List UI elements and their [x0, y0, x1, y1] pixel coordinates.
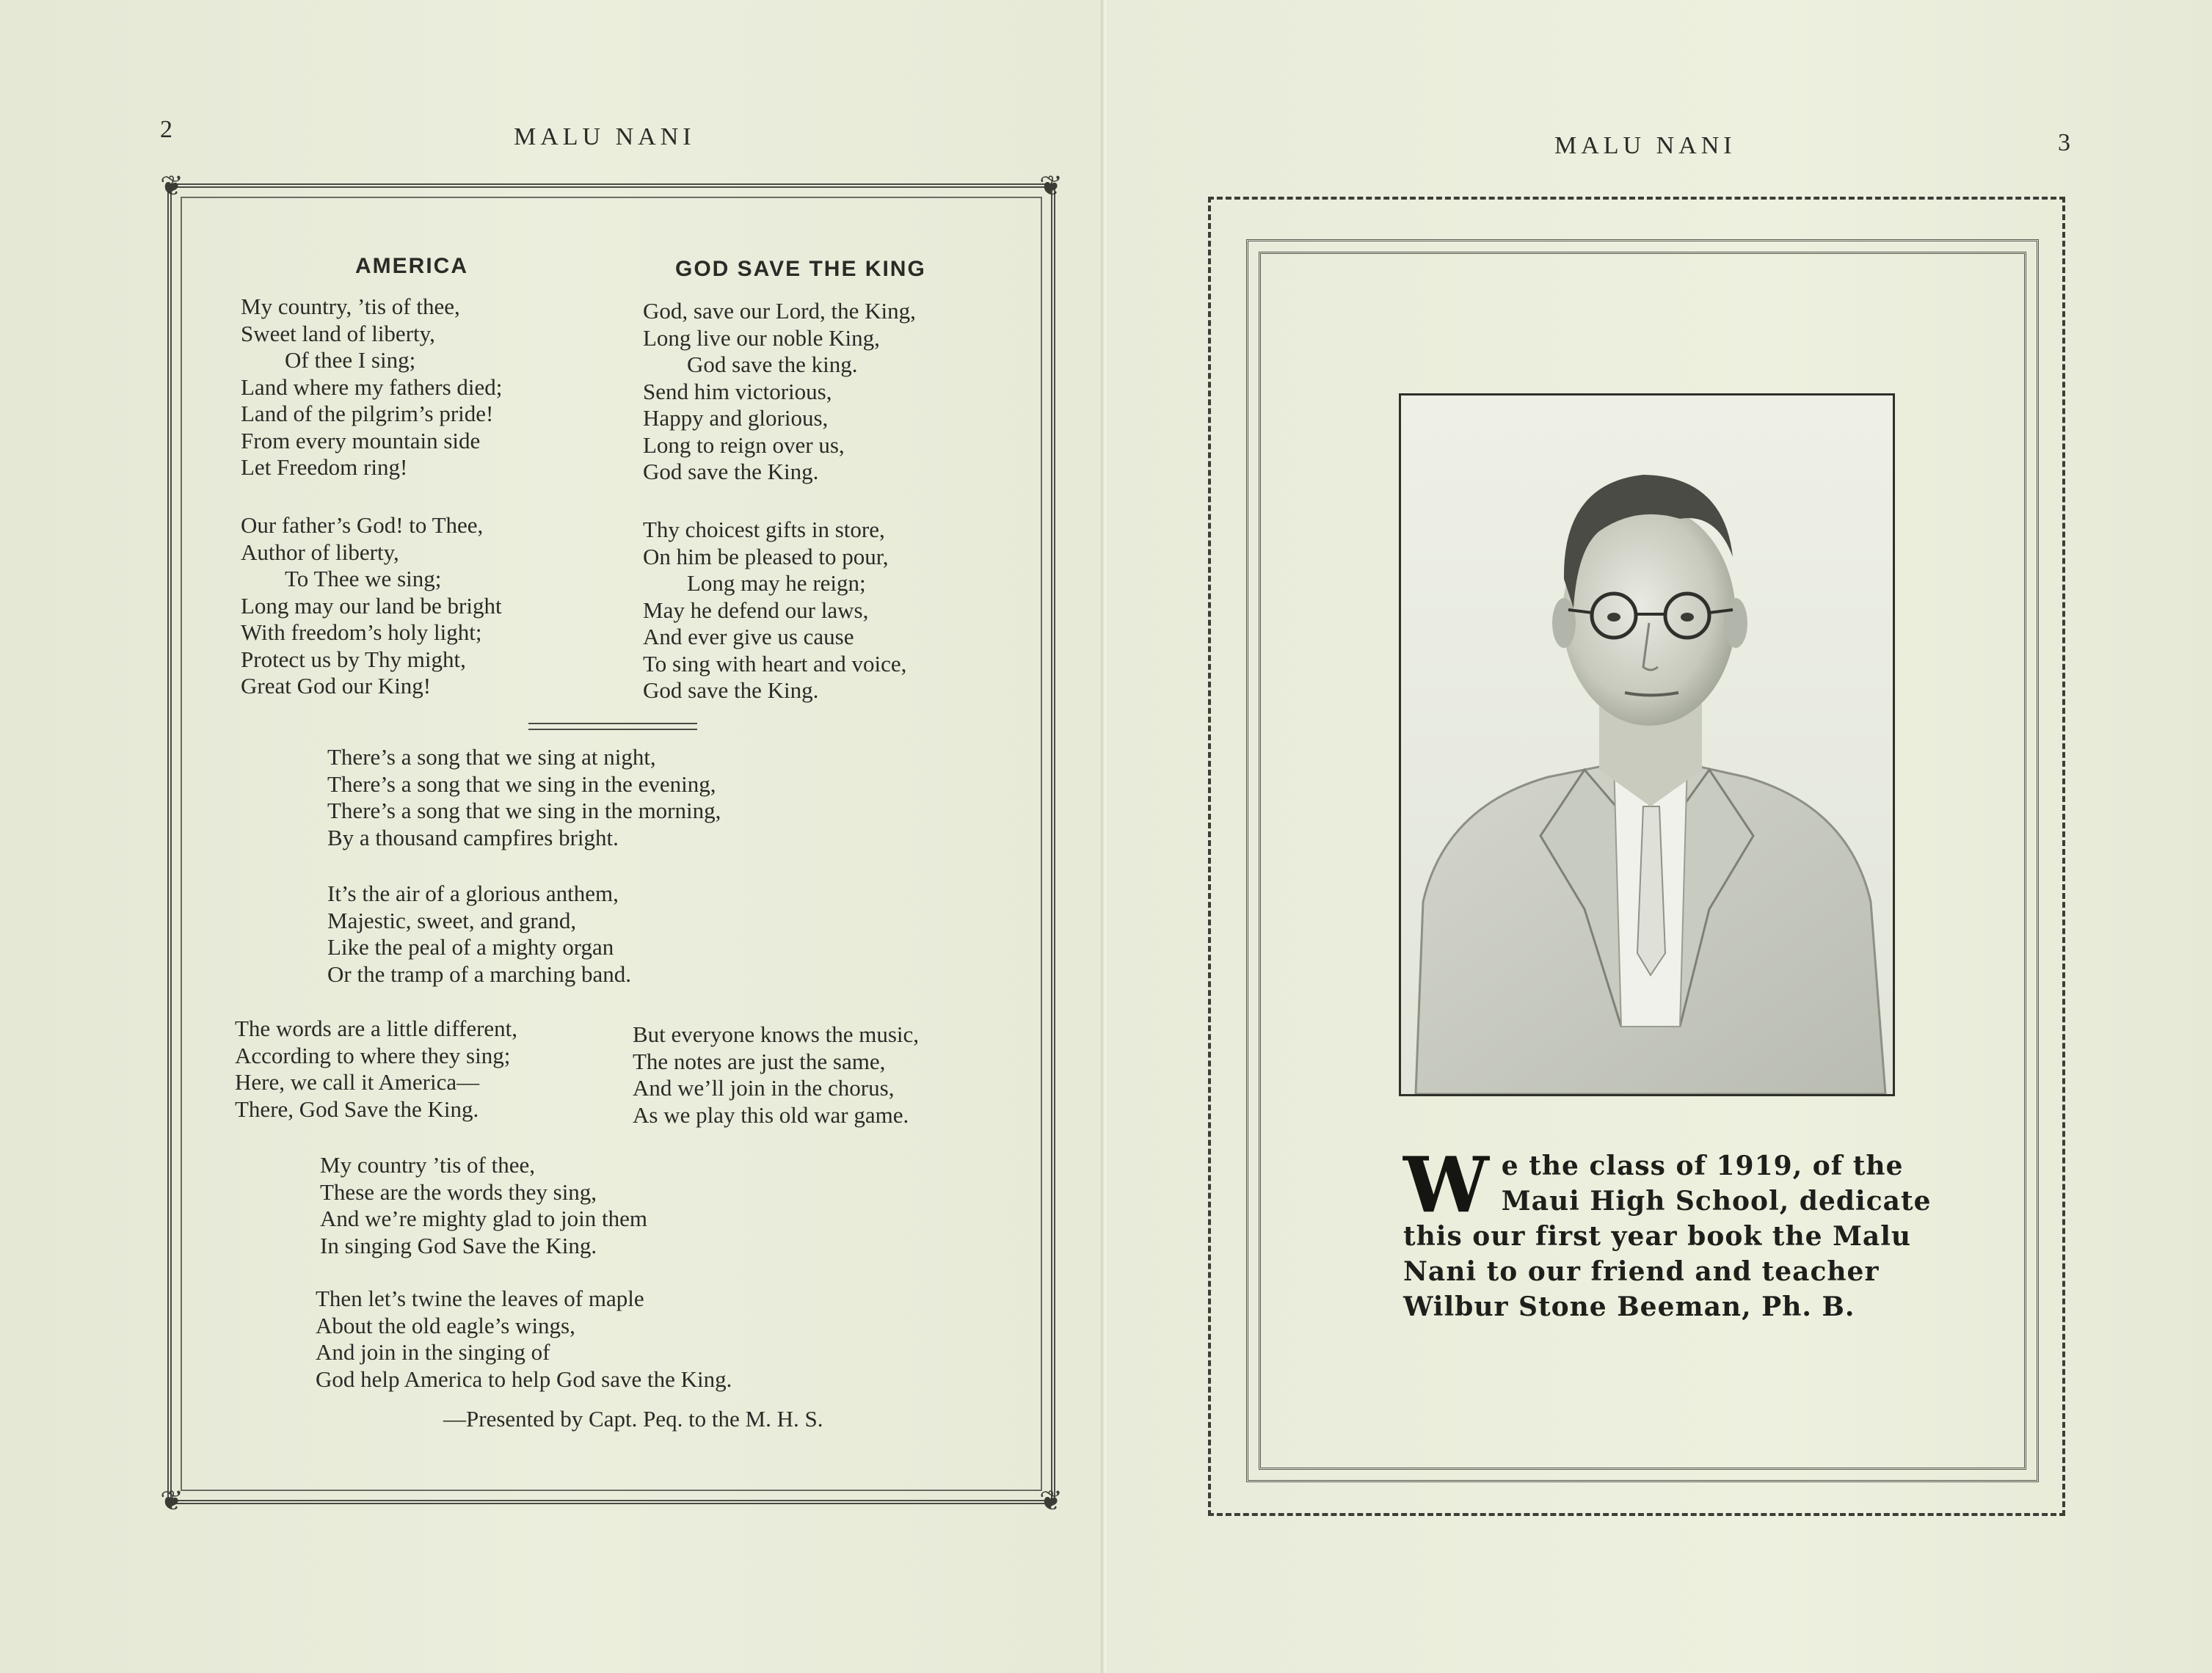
- verse-line: Land of the pilgrim’s pride!: [241, 401, 494, 426]
- song-stanza-2: [327, 881, 631, 988]
- verse-line: These are the words they sing,: [320, 1178, 597, 1205]
- poem-title-america: AMERICA: [355, 254, 468, 278]
- verse-line: It’s the air of a glorious anthem,: [327, 881, 619, 906]
- verse-line: The notes are just the same,: [633, 1048, 886, 1074]
- verse-line: Like the peal of a mighty organ: [327, 934, 614, 960]
- verse-line: From every mountain side: [241, 427, 481, 453]
- verse-line: As we play this old war game.: [633, 1101, 909, 1128]
- credit-line: —Presented by Capt. Peq. to the M. H. S.: [443, 1406, 823, 1432]
- verse-line: And ever give us cause: [643, 624, 854, 649]
- verse-line: Long may he reign;: [687, 570, 866, 596]
- song-stanza-5: [316, 1286, 732, 1393]
- verse-line: God save the King.: [643, 677, 819, 703]
- verse-line: Long live our noble King,: [643, 324, 880, 351]
- drop-cap: W: [1403, 1140, 1490, 1230]
- verse-line: Author of liberty,: [241, 539, 399, 565]
- verse-line: But everyone knows the music,: [633, 1021, 920, 1047]
- america-stanza-1: [241, 294, 502, 481]
- verse-line: Great God our King!: [241, 673, 432, 699]
- america-stanza-2: [241, 512, 502, 700]
- verse-line: My country ’tis of thee,: [320, 1152, 536, 1178]
- portrait-man-icon: [1401, 396, 1893, 1094]
- verse-line: To Thee we sing;: [285, 566, 442, 591]
- verse-line: Land where my fathers died;: [241, 373, 503, 400]
- verse-line: Thy choicest gifts in store,: [643, 517, 885, 542]
- verse-line: About the old eagle’s wings,: [316, 1312, 575, 1338]
- verse-line: And we’re mighty glad to join them: [320, 1206, 647, 1231]
- verse-line: Send him victorious,: [643, 378, 832, 404]
- verse-line: The words are a little different,: [235, 1016, 518, 1041]
- page-number: 3: [2058, 129, 2075, 156]
- song-stanza-3-right: [633, 1021, 919, 1129]
- poem-title-god-save-the-king: GOD SAVE THE KING: [675, 257, 926, 281]
- page-number: 2: [160, 116, 177, 143]
- verse-line: Here, we call it America—: [235, 1069, 480, 1095]
- running-head: MALU NANI: [1554, 132, 1736, 159]
- verse-line: Majestic, sweet, and grand,: [327, 907, 577, 933]
- verse-line: There’s a song that we sing in the morning,: [327, 798, 721, 823]
- corner-ornament-icon: ❦: [160, 1486, 183, 1517]
- dedication-body: e the class of 1919, of the Maui High School, dedicate this our first year book the Malu Nani to our friend and teacher Wilbur Stone Beeman, Ph. B.: [1403, 1151, 1932, 1322]
- verse-line: God save the king.: [687, 351, 858, 377]
- verse-line: Protect us by Thy might,: [241, 646, 466, 672]
- song-stanza-3-left: [235, 1016, 517, 1123]
- verse-line: My country, ’tis of thee,: [241, 294, 460, 319]
- dedication-text: [1403, 1140, 1946, 1324]
- corner-ornament-icon: ❦: [160, 171, 183, 202]
- running-head: MALU NANI: [514, 123, 696, 150]
- verse-line: Happy and glorious,: [643, 405, 829, 431]
- verse-line: Let Freedom ring!: [241, 454, 408, 480]
- verse-line: Then let’s twine the leaves of maple: [316, 1286, 644, 1311]
- song-stanza-4: [320, 1152, 647, 1259]
- verse-line: Long may our land be bright: [241, 592, 502, 619]
- god-save-the-king-stanza-1: [643, 298, 916, 486]
- verse-line: There, God Save the King.: [235, 1096, 479, 1122]
- verse-line: In singing God Save the King.: [320, 1232, 597, 1258]
- verse-line: And join in the singing of: [316, 1339, 550, 1365]
- god-save-the-king-stanza-2: [643, 517, 906, 704]
- verse-line: On him be pleased to pour,: [643, 543, 889, 569]
- verse-line: By a thousand campfires bright.: [327, 824, 619, 850]
- verse-line: To sing with heart and voice,: [643, 650, 907, 677]
- song-stanza-1: [327, 744, 721, 851]
- verse-line: There’s a song that we sing in the evening,: [327, 770, 716, 797]
- verse-line: And we’ll join in the chorus,: [633, 1075, 895, 1101]
- verse-line: Our father’s God! to Thee,: [241, 512, 484, 538]
- corner-ornament-icon: ❦: [1039, 1486, 1063, 1517]
- verse-line: May he defend our laws,: [643, 597, 869, 623]
- section-divider: [528, 723, 697, 730]
- verse-line: God, save our Lord, the King,: [643, 298, 916, 324]
- verse-line: Or the tramp of a marching band.: [327, 961, 632, 987]
- corner-ornament-icon: ❦: [1039, 171, 1063, 202]
- verse-line: Sweet land of liberty,: [241, 320, 435, 346]
- portrait-photo: [1399, 393, 1895, 1096]
- verse-line: According to where they sing;: [235, 1042, 511, 1068]
- left-page: [0, 0, 1103, 1673]
- verse-line: There’s a song that we sing at night,: [327, 744, 656, 770]
- verse-line: God save the King.: [643, 459, 819, 484]
- verse-line: Of thee I sing;: [285, 347, 416, 373]
- verse-line: With freedom’s holy light;: [241, 619, 482, 645]
- verse-line: Long to reign over us,: [643, 431, 845, 458]
- verse-line: God help America to help God save the King.: [316, 1366, 732, 1392]
